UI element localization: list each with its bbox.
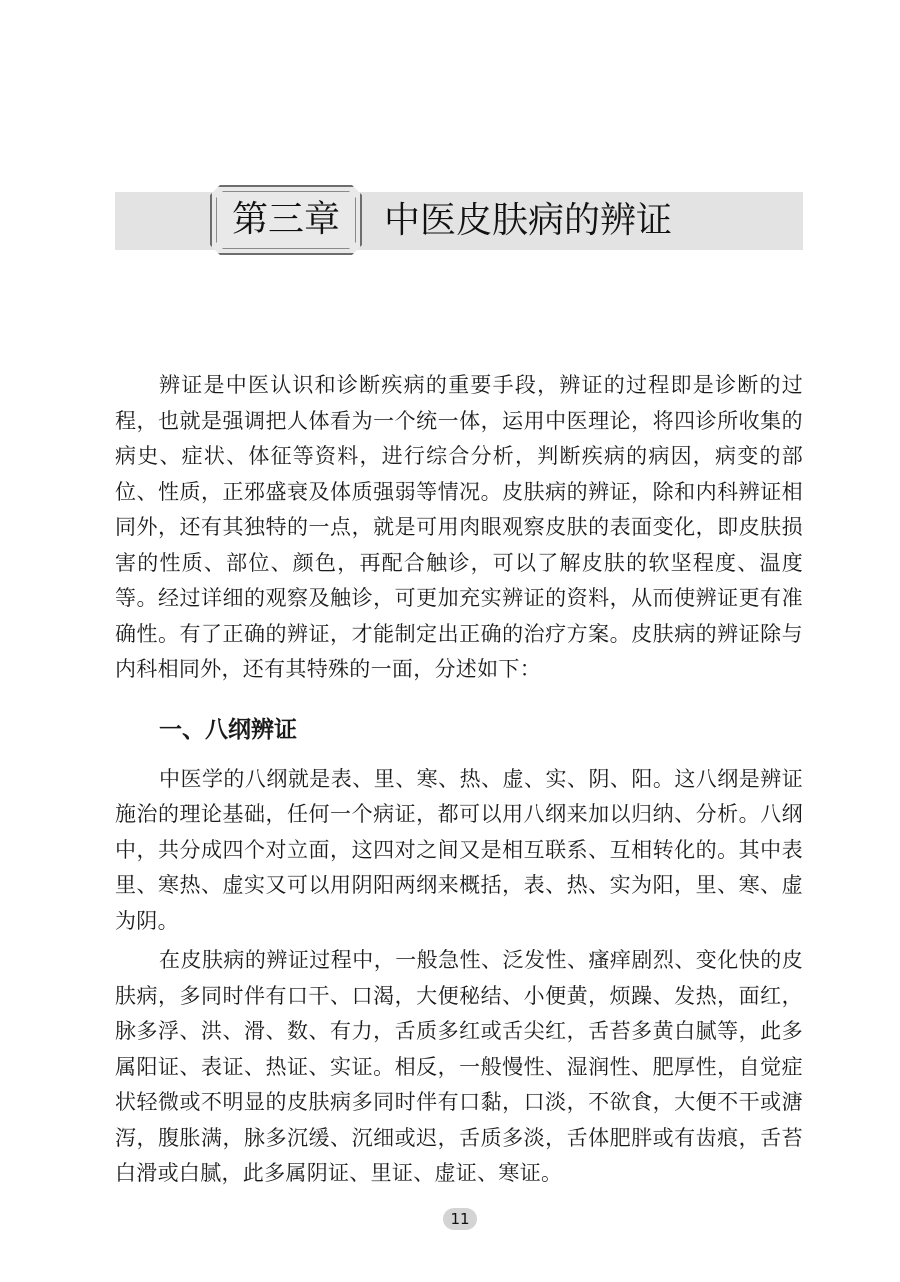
chapter-number: 第三章	[231, 199, 340, 240]
page-body	[115, 368, 803, 1192]
section-paragraph-1: 中医学的八纲就是表、里、寒、热、虚、实、阴、阳。这八纲是辨证施治的理论基础，任何一个病证，都可以用八纲来加以归纳、分析。八纲中，共分成四个对立面，这四对之间又是相互联系、互相转化的。其中表里、寒热、虚实又可以用阴阳两纲来概括，表、热、实为阳，里、寒、虚为阴。	[115, 766, 803, 933]
page-number: 11	[443, 1208, 477, 1230]
section-paragraph-2: 在皮肤病的辨证过程中，一般急性、泛发性、瘙痒剧烈、变化快的皮肤病，多同时伴有口干、口渴，大便秘结、小便黄，烦躁、发热，面红，脉多浮、洪、滑、数、有力，舌质多红或舌尖红，舌苔多黄白腻等，此多属阳证、表证、热证、实证。相反，一般慢性、湿润性、肥厚性，自觉症状轻微或不明显的皮肤病多同时伴有口黏，口淡，不欲食，大便不干或溏泻，腹胀满，脉多沉缓、沉细或迟，舌质多淡，舌体肥胖或有齿痕，舌苔白滑或白腻，此多属阴证、里证、虚证、寒证。	[115, 948, 803, 1185]
intro-paragraph: 辨证是中医认识和诊断疾病的重要手段，辨证的过程即是诊断的过程，也就是强调把人体看为一个统一体，运用中医理论，将四诊所收集的病史、症状、体征等资料，进行综合分析，判断疾病的病因，病变的部位、性质，正邪盛衰及体质强弱等情况。皮肤病的辨证，除和内科辨证相同外，还有其独特的一点，就是可用肉眼观察皮肤的表面变化，即皮肤损害的性质、部位、颜色，再配合触诊，可以了解皮肤的软坚程度、温度等。经过详细的观察及触诊，可更加充实辨证的资料，从而使辨证更有准确性。有了正确的辨证，才能制定出正确的治疗方案。皮肤病的辨证除与内科相同外，还有其特殊的一面，分述如下：	[115, 373, 803, 681]
section-heading: 一、八纲辨证	[159, 716, 297, 743]
chapter-title: 中医皮肤病的辨证	[384, 200, 673, 241]
